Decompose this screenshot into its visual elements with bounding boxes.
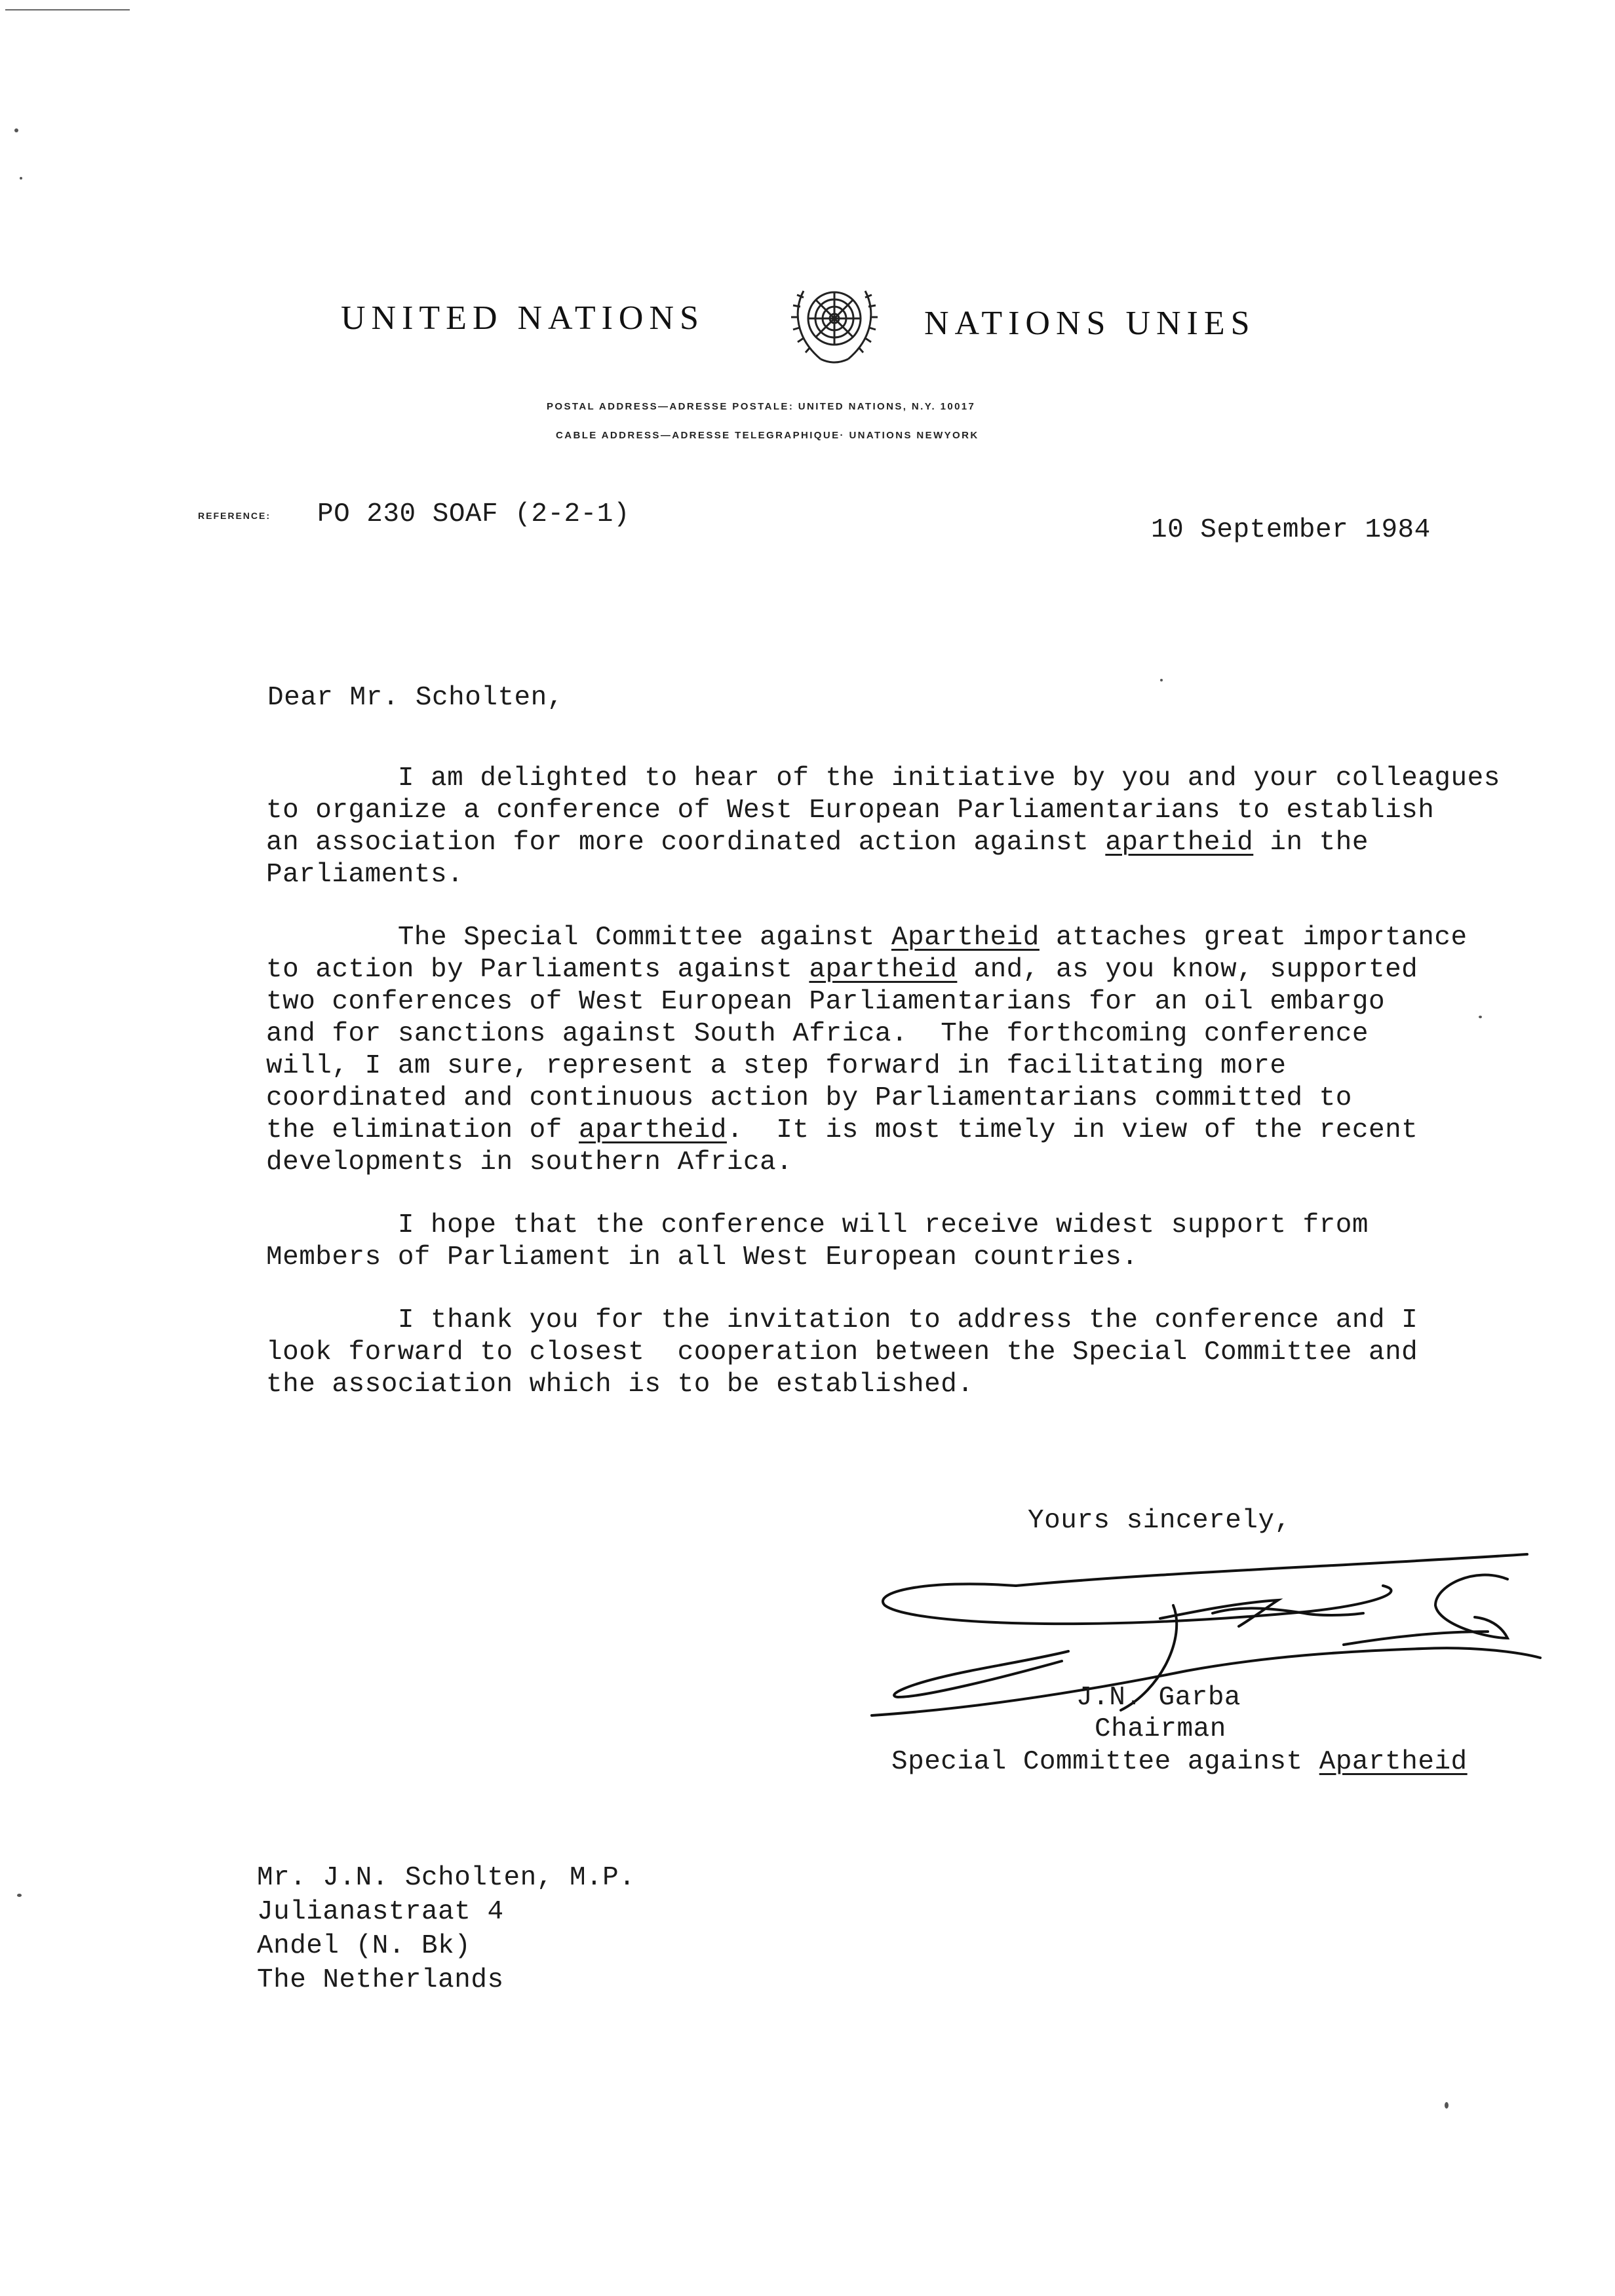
committee-prefix: Special Committee against bbox=[891, 1747, 1319, 1777]
text-run: to organize a conference of West European Parliamentarians to establish bbox=[266, 795, 1435, 826]
recipient-address bbox=[257, 1861, 635, 1997]
body-line bbox=[266, 1050, 1485, 1082]
text-run: in the bbox=[1253, 828, 1369, 858]
text-run: look forward to closest cooperation between the Special Committee and bbox=[266, 1337, 1418, 1368]
body-line bbox=[266, 859, 1485, 891]
text-run: two conferences of West European Parliamentarians for an oil embargo bbox=[266, 987, 1386, 1017]
scan-speck bbox=[1160, 679, 1163, 681]
text-run: and, as you know, supported bbox=[957, 955, 1418, 985]
scan-speck bbox=[1479, 1016, 1482, 1018]
postal-address: POSTAL ADDRESS—ADRESSE POSTALE: UNITED NATIONS, N.Y. 10017 bbox=[547, 401, 976, 412]
reference-number: PO 230 SOAF (2-2-1) bbox=[317, 499, 630, 529]
underlined-word: apartheid bbox=[809, 955, 958, 985]
letter-body bbox=[266, 763, 1500, 1401]
recipient-line: Andel (N. Bk) bbox=[257, 1931, 471, 1961]
scan-speck bbox=[20, 177, 22, 180]
text-run: Parliaments. bbox=[266, 860, 464, 890]
body-line bbox=[266, 1082, 1485, 1115]
body-line bbox=[266, 1337, 1485, 1369]
text-run: will, I am sure, represent a step forward in facilitating more bbox=[266, 1051, 1287, 1081]
body-paragraph bbox=[266, 1210, 1485, 1274]
text-run: the elimination of bbox=[266, 1115, 579, 1145]
body-line bbox=[266, 1305, 1485, 1337]
body-line bbox=[266, 1210, 1485, 1242]
recipient-line: The Netherlands bbox=[257, 1965, 504, 1995]
signatory-name: J.N. Garba bbox=[1076, 1683, 1241, 1713]
un-emblem-icon bbox=[784, 278, 885, 370]
body-line bbox=[266, 1242, 1485, 1274]
scan-edge-mark bbox=[5, 9, 130, 10]
text-run: developments in southern Africa. bbox=[266, 1147, 793, 1177]
body-paragraph bbox=[266, 763, 1500, 891]
cable-address: CABLE ADDRESS—ADRESSE TELEGRAPHIQUE· UNATIONS NEWYORK bbox=[556, 430, 979, 441]
body-line bbox=[266, 1018, 1485, 1050]
body-line bbox=[266, 954, 1485, 986]
body-line bbox=[266, 1115, 1485, 1147]
text-run: . It is most timely in view of the recent bbox=[726, 1115, 1418, 1145]
text-run: coordinated and continuous action by Parliamentarians committed to bbox=[266, 1083, 1352, 1113]
body-line bbox=[266, 1369, 1485, 1401]
body-paragraph bbox=[266, 922, 1485, 1179]
text-run: I am delighted to hear of the initiative by you and your colleagues bbox=[266, 763, 1500, 794]
salutation: Dear Mr. Scholten, bbox=[267, 683, 564, 713]
text-run: attaches great importance bbox=[1039, 923, 1468, 953]
body-line bbox=[266, 1147, 1485, 1179]
scan-speck bbox=[1445, 2102, 1449, 2109]
body-line bbox=[266, 795, 1485, 827]
text-run: and for sanctions against South Africa. The forthcoming conference bbox=[266, 1019, 1369, 1049]
committee-apartheid: Apartheid bbox=[1319, 1747, 1468, 1777]
text-run: I thank you for the invitation to address the conference and I bbox=[266, 1305, 1418, 1335]
reference-label: REFERENCE: bbox=[198, 510, 271, 521]
text-run: The Special Committee against bbox=[266, 923, 891, 953]
text-run: Members of Parliament in all West European countries. bbox=[266, 1242, 1138, 1272]
text-run: an association for more coordinated action against bbox=[266, 828, 1106, 858]
text-run: to action by Parliaments against bbox=[266, 955, 809, 985]
underlined-word: apartheid bbox=[578, 1115, 727, 1145]
body-line bbox=[266, 763, 1500, 795]
recipient-line: Mr. J.N. Scholten, M.P. bbox=[257, 1863, 636, 1893]
body-line bbox=[266, 827, 1485, 859]
letterhead-name-fr: NATIONS UNIES bbox=[924, 305, 1256, 342]
scan-speck bbox=[14, 128, 18, 132]
text-run: I hope that the conference will receive widest support from bbox=[266, 1210, 1369, 1240]
signatory-title: Chairman bbox=[1095, 1714, 1226, 1744]
underlined-word: apartheid bbox=[1105, 828, 1254, 858]
signatory-committee bbox=[891, 1747, 1468, 1777]
underlined-word: Apartheid bbox=[891, 923, 1040, 953]
body-paragraph bbox=[266, 1305, 1485, 1401]
body-line bbox=[266, 986, 1485, 1018]
body-line bbox=[266, 922, 1485, 954]
text-run: the association which is to be established. bbox=[266, 1369, 974, 1400]
closing: Yours sincerely, bbox=[1028, 1506, 1291, 1536]
recipient-line: Julianastraat 4 bbox=[257, 1897, 504, 1927]
paragraph-list bbox=[266, 763, 1500, 1401]
letter-date: 10 September 1984 bbox=[1151, 515, 1431, 545]
letterhead-name-en: UNITED NATIONS bbox=[341, 299, 705, 337]
scan-speck bbox=[17, 1894, 22, 1897]
